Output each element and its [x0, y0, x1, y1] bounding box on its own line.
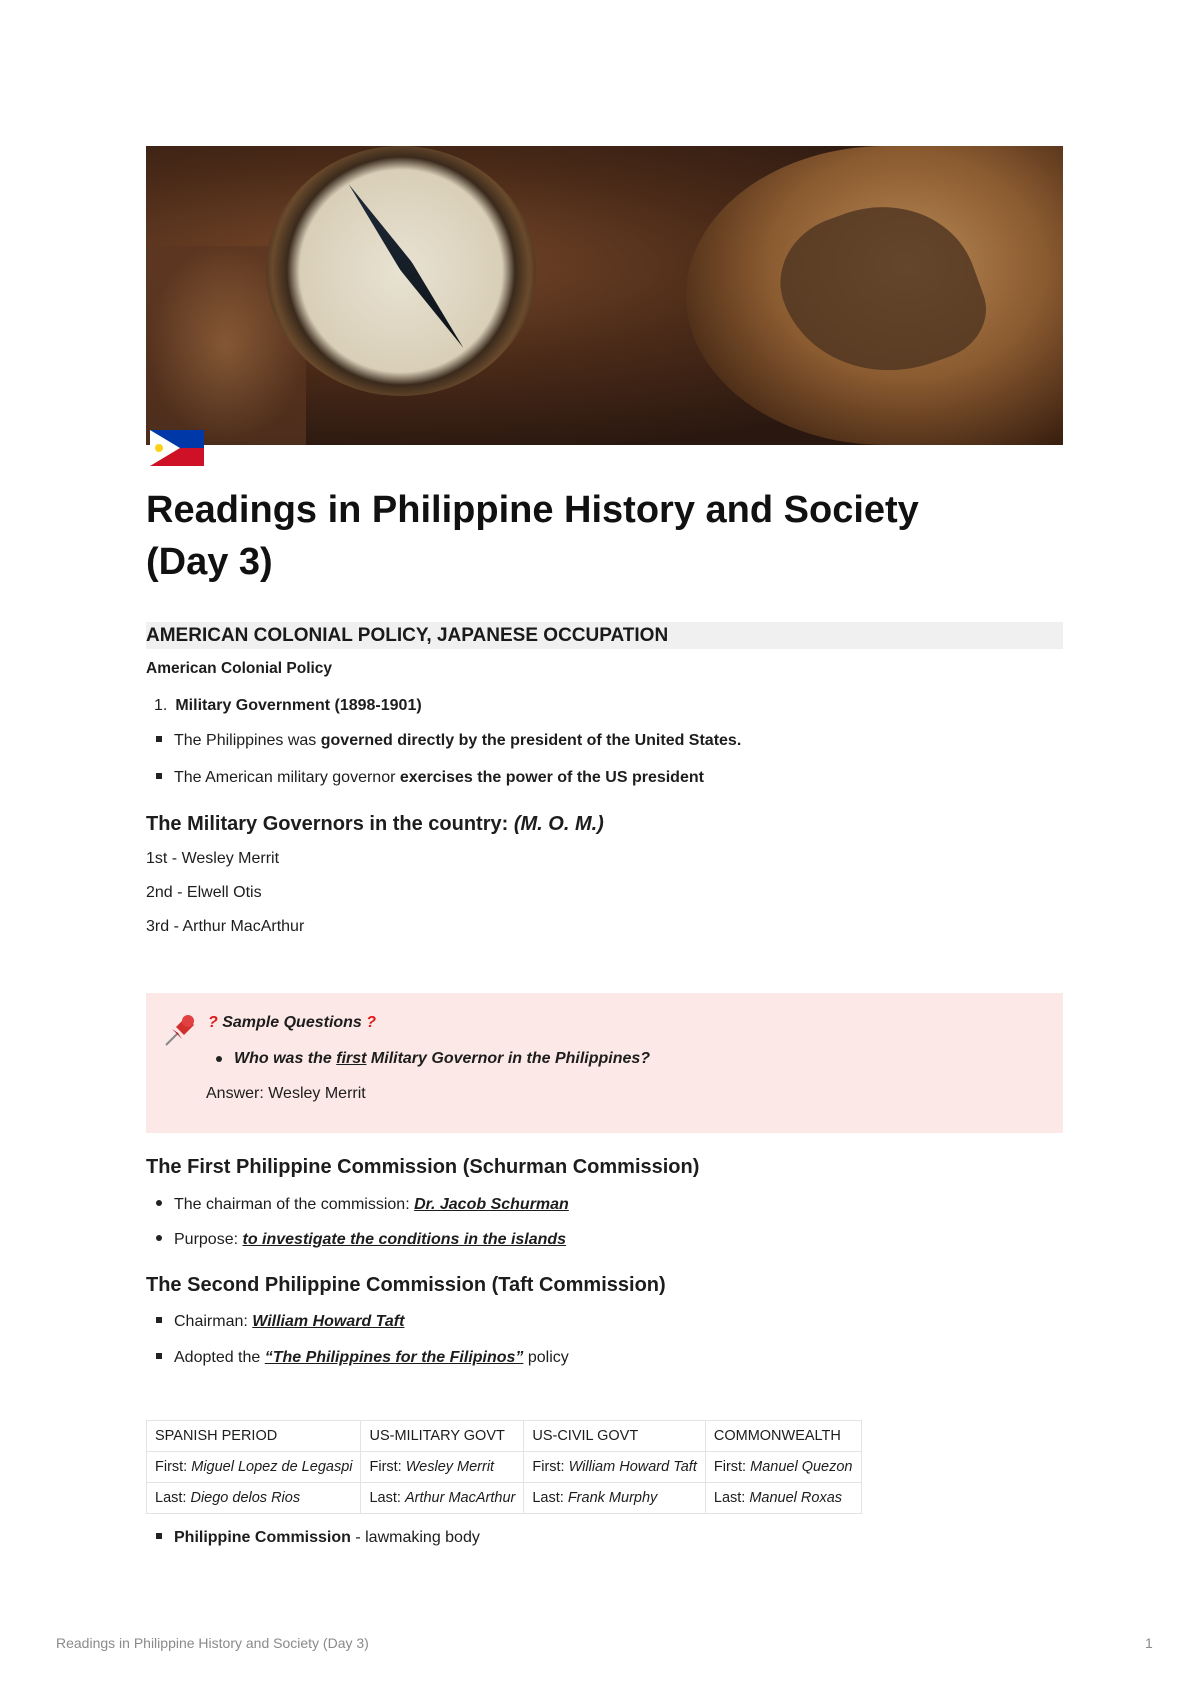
table-row: [147, 1483, 862, 1514]
table-header: US-MILITARY GOVT: [361, 1421, 524, 1452]
cover-image: [146, 146, 1063, 445]
table-cell: Last: Frank Murphy: [524, 1483, 706, 1514]
governor-line: 1st - Wesley Merrit: [146, 850, 280, 867]
second-commission-heading: The Second Philippine Commission (Taft Commission): [146, 1274, 666, 1296]
table-cell: Last: Arthur MacArthur: [361, 1483, 524, 1514]
numbered-item: 1. Military Government (1898-1901): [154, 697, 422, 714]
table-header-row: [147, 1421, 862, 1452]
governors-table: [146, 1420, 862, 1514]
callout-answer: Answer: Wesley Merrit: [206, 1085, 366, 1102]
governors-heading: The Military Governors in the country: (M. O. M.): [146, 813, 604, 835]
question-mark-icon: ?: [208, 1014, 218, 1031]
compass-illustration: [266, 146, 536, 396]
footer-title: Readings in Philippine History and Society (Day 3): [56, 1635, 369, 1651]
table-header: US-CIVIL GOVT: [524, 1421, 706, 1452]
page-number: 1: [1145, 1635, 1153, 1651]
section-heading: AMERICAN COLONIAL POLICY, JAPANESE OCCUPATION: [146, 622, 1063, 649]
bullet-item: Adopted the “The Philippines for the Filipinos” policy: [156, 1347, 569, 1369]
callout-title: ? Sample Questions ?: [208, 1014, 377, 1031]
table-cell: First: Wesley Merrit: [361, 1452, 524, 1483]
callout-question: Who was the first Military Governor in the Philippines?: [216, 1050, 650, 1068]
table-cell: Last: Manuel Roxas: [705, 1483, 861, 1514]
bullet-item: The Philippines was governed directly by the president of the United States.: [156, 730, 741, 752]
bullet-item: The chairman of the commission: Dr. Jacob Schurman: [156, 1194, 569, 1216]
philippine-flag-icon: [150, 430, 204, 466]
table-header: COMMONWEALTH: [705, 1421, 861, 1452]
subheading: American Colonial Policy: [146, 660, 333, 677]
bullet-item: Chairman: William Howard Taft: [156, 1311, 404, 1333]
table-cell: First: Miguel Lopez de Legaspi: [147, 1452, 361, 1483]
table-cell: Last: Diego delos Rios: [147, 1483, 361, 1514]
question-mark-icon: ?: [366, 1014, 377, 1031]
governor-line: 2nd - Elwell Otis: [146, 884, 262, 901]
bullet-item: The American military governor exercises the power of the US president: [156, 767, 704, 789]
pushpin-icon: [164, 1013, 196, 1047]
table-cell: First: Manuel Quezon: [705, 1452, 861, 1483]
governor-line: 3rd - Arthur MacArthur: [146, 918, 305, 935]
table-header: SPANISH PERIOD: [147, 1421, 361, 1452]
bullet-item: Philippine Commission - lawmaking body: [156, 1527, 480, 1549]
page-title: Readings in Philippine History and Society (Day 3): [146, 489, 919, 583]
table-cell: First: William Howard Taft: [524, 1452, 706, 1483]
table-row: [147, 1452, 862, 1483]
sample-questions-callout: [146, 993, 1063, 1133]
bullet-item: Purpose: to investigate the conditions in the islands: [156, 1229, 566, 1251]
first-commission-heading: The First Philippine Commission (Schurman Commission): [146, 1156, 700, 1178]
